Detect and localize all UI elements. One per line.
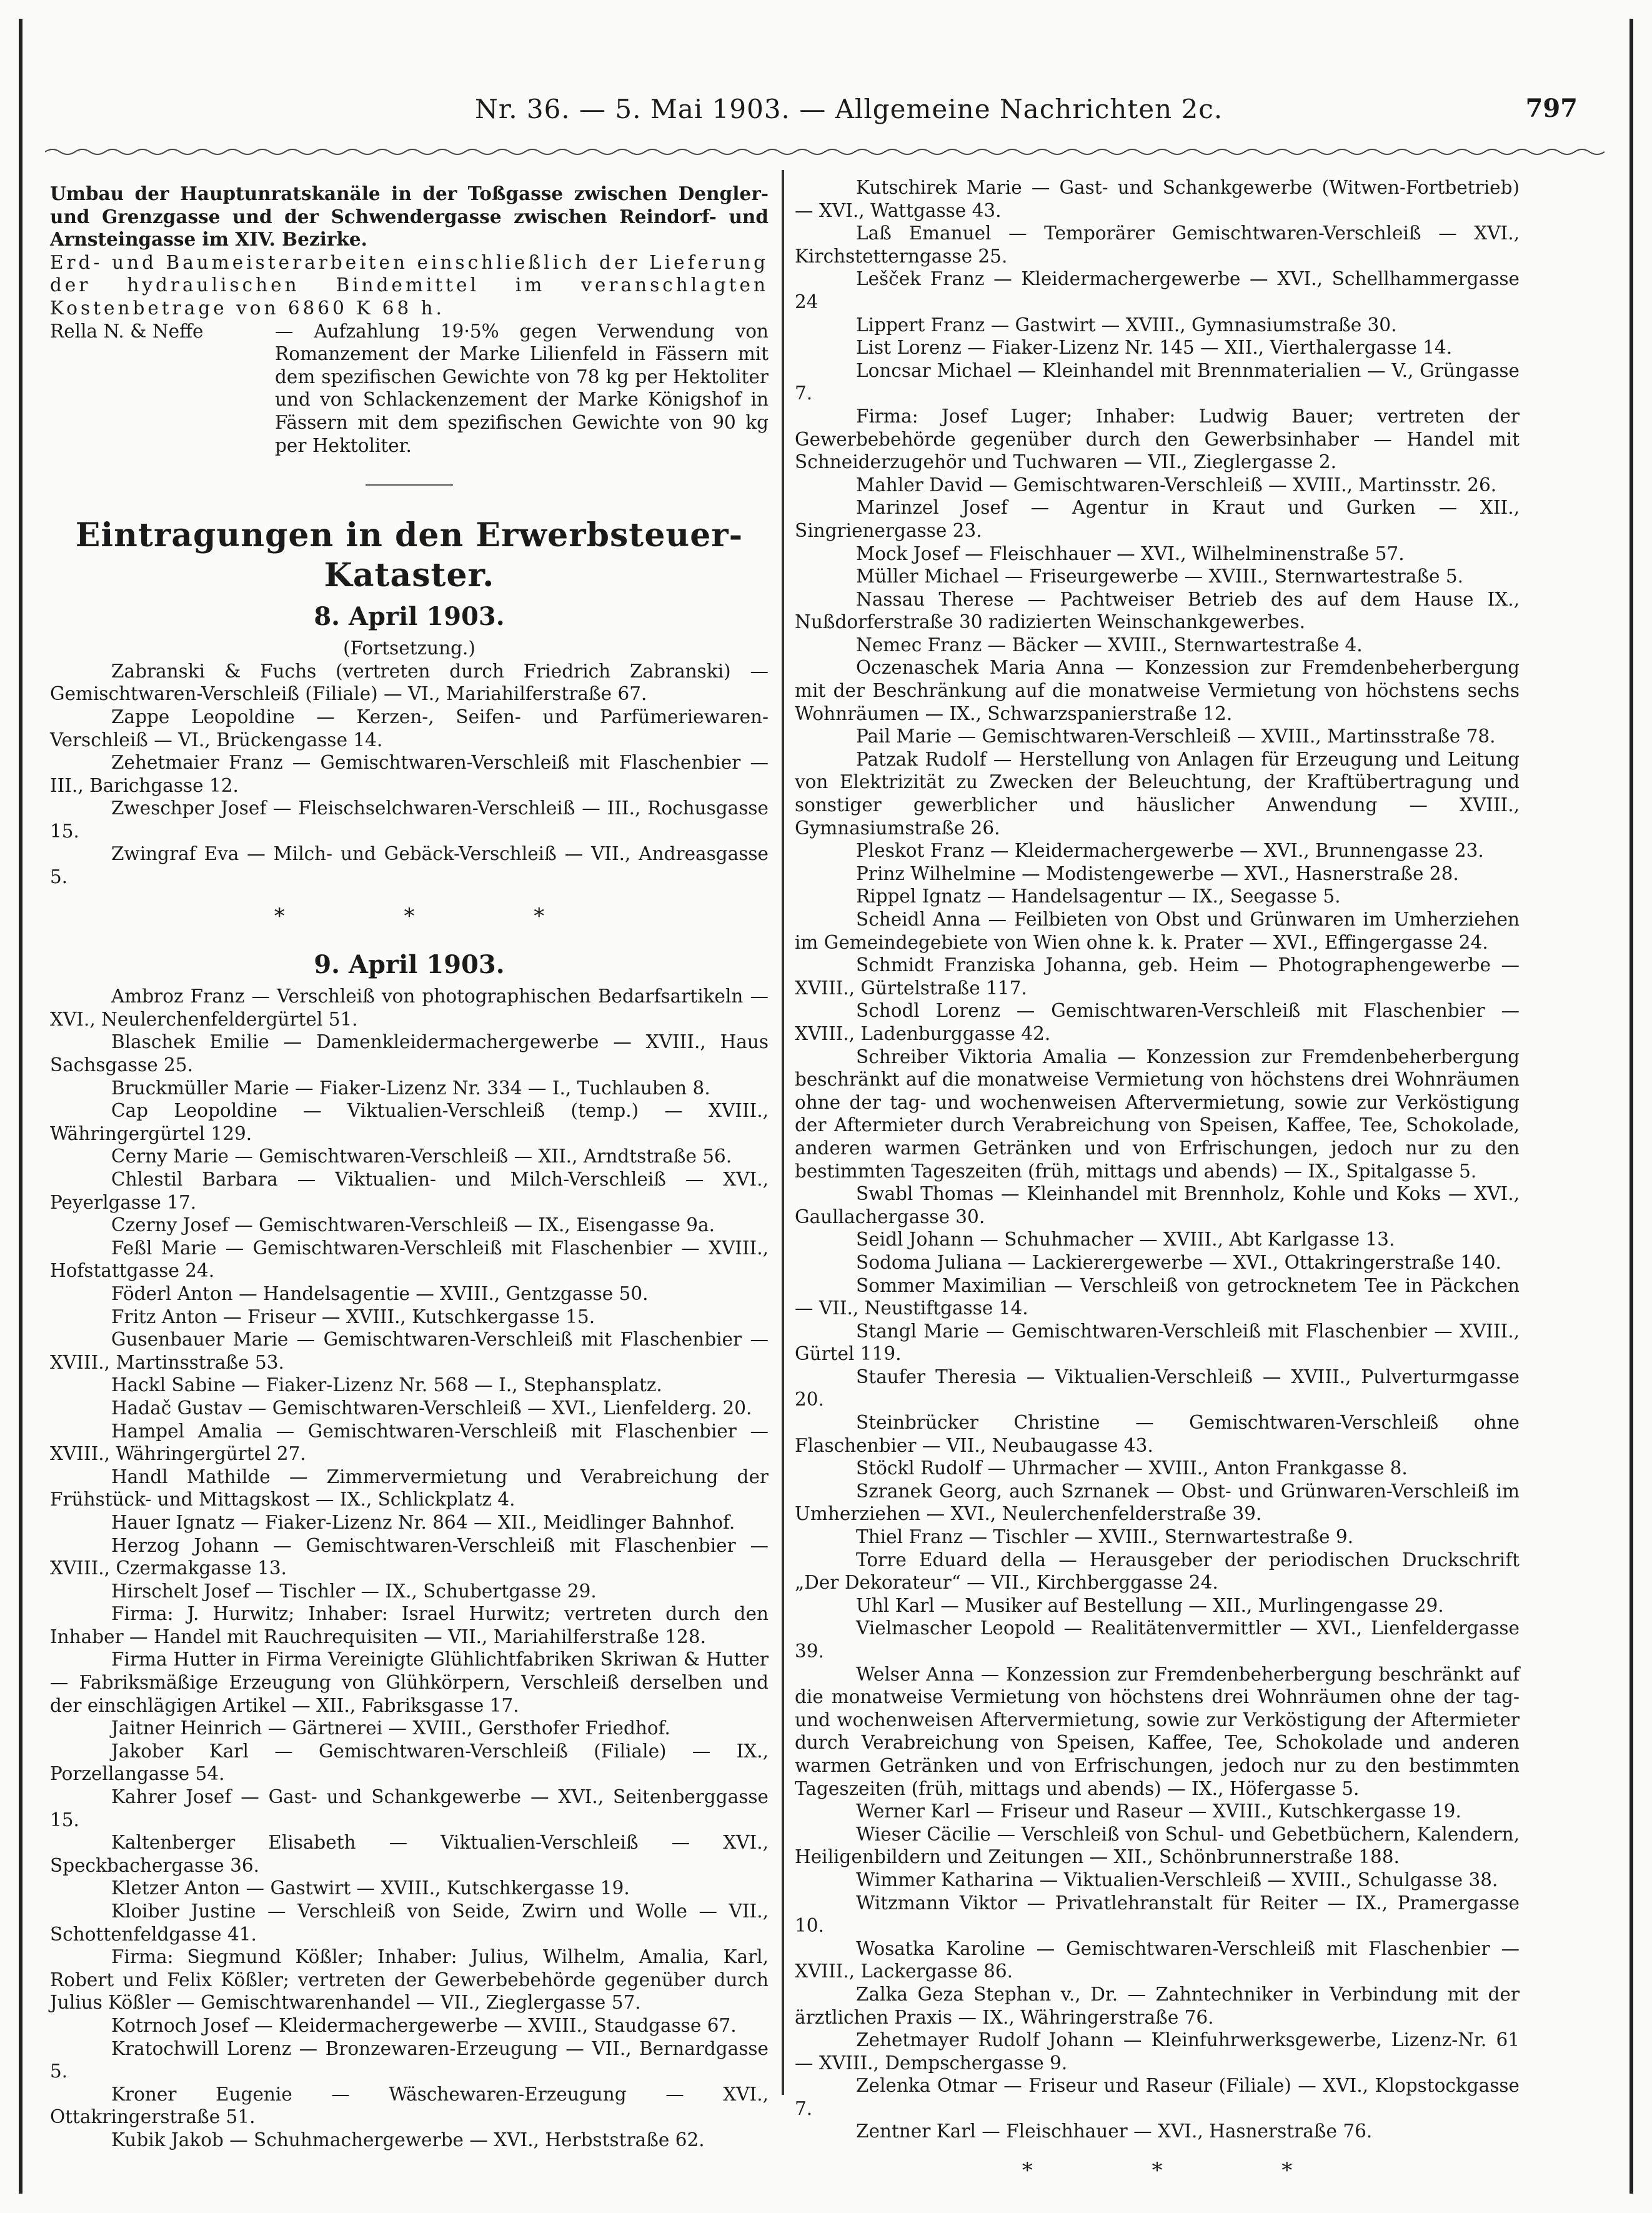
entry-item: Kotrnoch Josef — Kleidermachergewerbe — XVIII., Staudgasse 67.: [111, 2014, 737, 2036]
entry-item: Zweschper Josef — Fleischselchwaren-Verschleiß — III., Rochusgasse 15.: [50, 797, 769, 842]
entry-item: Hackl Sabine — Fiaker-Lizenz Nr. 568 — I., Stephansplatz.: [111, 1374, 662, 1396]
entry-item: Stöckl Rudolf — Uhrmacher — XVIII., Anton Frankgasse 8.: [856, 1457, 1408, 1479]
entry-item: Zehetmayer Rudolf Johann — Kleinfuhrwerksgewerbe, Lizenz-Nr. 61 — XVIII., Dempschergasse 9.: [795, 2029, 1520, 2074]
entry-item: Nassau Therese — Pachtweiser Betrieb des auf dem Hause IX., Nußdorferstraße 30 radizierten Weinschankgewerbes.: [795, 588, 1520, 633]
entry-item: Kahrer Josef — Gast- und Schankgewerbe — XVI., Seitenberggasse 15.: [50, 1786, 769, 1831]
entry-item: Pleskot Franz — Kleidermachergewerbe — XVI., Brunnengasse 23.: [856, 840, 1484, 862]
entry-item: Kubik Jakob — Schuhmachergewerbe — XVI., Herbststraße 62.: [111, 2129, 705, 2151]
entry-item: Firma: Siegmund Kößler; Inhaber: Julius, Wilhelm, Amalia, Karl, Robert und Felix Kößler; vertreten der Gewerbebehörde gegenüber durch Julius Kößler — Gemischtwarenhandel — VII., Zieglergasse 57.: [50, 1946, 769, 2014]
star-separator: * * *: [274, 903, 601, 929]
entry-item: Sommer Maximilian — Verschleiß von getrocknetem Tee in Päckchen — VII., Neustiftgasse 14.: [795, 1274, 1520, 1319]
entry-item: Vielmascher Leopold — Realitätenvermittler — XVI., Lienfeldergasse 39.: [795, 1617, 1520, 1662]
entry-item: Scheidl Anna — Feilbieten von Obst und Grünwaren im Umherziehen im Gemeindegebiete von Wien ohne k. k. Prater — XVI., Effingergasse 24.: [795, 909, 1520, 953]
star-separator-end: * * *: [1022, 2158, 1349, 2184]
entry-item: Nemec Franz — Bäcker — XVIII., Sternwartestraße 4.: [856, 634, 1363, 656]
bid-text: — Aufzahlung 19·5% gegen Verwendung von Romanzement der Marke Lilienfeld in Fässern mit dem spezifischen Gewichte von 78 kg per Hektoliter und von Schlackenzement der Marke Königshof in Fässern mit dem spezifischen Gewichte von 90 kg per Hektoliter.: [275, 320, 769, 456]
bid-firm: Rella N. & Neffe: [50, 320, 204, 342]
entry-item: Welser Anna — Konzession zur Fremdenbeherbergung beschränkt auf die monatweise Vermietung von höchstens drei Wohnräumen ohne der tag- und wochenweisen Aftervermietung, sowie zur Verköstigung der Aftermieter durch Verabreichung von Speisen, Kaffee, Tee, Schokolade und anderen warmen Getränken und von Erfrischungen, jedoch nur zu den bestimmten Tageszeiten (früh, mittags und abends) — IX., Höfergasse 5.: [795, 1663, 1520, 1799]
entry-item: Firma Hutter in Firma Vereinigte Glühlichtfabriken Skriwan & Hutter — Fabriksmäßige Erzeugung von Glühkörpern, Verschleiß derselben und der einschlägigen Artikel — XII., Fabriksgasse 17.: [50, 1649, 769, 1716]
entry-item: Zehetmaier Franz — Gemischtwaren-Verschleiß mit Flaschenbier — III., Barichgasse 12.: [50, 752, 769, 796]
entry-item: Feßl Marie — Gemischtwaren-Verschleiß mit Flaschenbier — XVIII., Hofstattgasse 24.: [50, 1237, 769, 1282]
entry-item: Oczenaschek Maria Anna — Konzession zur Fremdenbeherbergung mit der Beschränkung auf die monatweise Vermietung von höchstens sechs Wohnräumen — IX., Schwarzspanierstraße 12.: [795, 657, 1520, 724]
left-column: [50, 182, 769, 2152]
entry-item: Mock Josef — Fleischhauer — XVI., Wilhelminenstraße 57.: [856, 542, 1405, 564]
entry-item: Torre Eduard della — Herausgeber der periodischen Druckschrift „Der Dekorateur“ — VII., Kirchberggasse 24.: [795, 1549, 1520, 1594]
entry-item: Kroner Eugenie — Wäschewaren-Erzeugung — XVI., Ottakringerstraße 51.: [50, 2083, 769, 2128]
entry-item: Fritz Anton — Friseur — XVIII., Kutschkergasse 15.: [111, 1306, 595, 1327]
entry-item: Handl Mathilde — Zimmervermietung und Verabreichung der Frühstück- und Mittagskost — IX., Schlickplatz 4.: [50, 1466, 769, 1511]
bid-entry: [50, 320, 769, 457]
entries-list-8-april: [50, 660, 769, 889]
entry-item: Stangl Marie — Gemischtwaren-Verschleiß mit Flaschenbier — XVIII., Gürtel 119.: [795, 1320, 1520, 1365]
page-header: [37, 94, 1612, 137]
project-description: Erd- und Baumeisterarbeiten einschließlich der Lieferung der hydraulischen Bindemittel im veranschlagten Kostenbetrage von 6860 K 68 h.: [50, 251, 769, 319]
entries-list-continued: [795, 176, 1520, 2143]
entry-item: Hauer Ignatz — Fiaker-Lizenz Nr. 864 — XII., Meidlinger Bahnhof.: [111, 1511, 735, 1533]
entry-item: Wosatka Karoline — Gemischtwaren-Verschleiß mit Flaschenbier — XVIII., Lackergasse 86.: [795, 1937, 1520, 1982]
entry-item: Jakober Karl — Gemischtwaren-Verschleiß (Filiale) — IX., Porzellangasse 54.: [50, 1740, 769, 1785]
entry-item: Zalka Geza Stephan v., Dr. — Zahntechniker in Verbindung mit der ärztlichen Praxis — IX., Währingerstraße 76.: [795, 1983, 1520, 2028]
entry-item: Kutschirek Marie — Gast- und Schankgewerbe (Witwen-Fortbetrieb) — XVI., Wattgasse 43.: [795, 177, 1520, 221]
section-heading: Eintragungen in den Erwerbsteuer-Kataster.: [75, 516, 744, 595]
project-title: Umbau der Hauptunratskanäle in der Toßgasse zwischen Dengler- und Grenzgasse und der Schwendergasse zwischen Reindorf- und Arnsteingasse im XIV. Bezirke.: [50, 182, 769, 251]
entry-item: Firma: Josef Luger; Inhaber: Ludwig Bauer; vertreten der Gewerbebehörde gegenüber durch den Gewerbsinhaber — Handel mit Schneiderzugehör und Tuchwaren — VII., Zieglergasse 2.: [795, 405, 1520, 473]
entry-item: Lippert Franz — Gastwirt — XVIII., Gymnasiumstraße 30.: [856, 314, 1397, 336]
entry-item: Zabranski & Fuchs (vertreten durch Friedrich Zabranski) — Gemischtwaren-Verschleiß (Filiale) — VI., Mariahilferstraße 67.: [50, 660, 769, 705]
entry-item: Föderl Anton — Handelsagentie — XVIII., Gentzgasse 50.: [111, 1282, 649, 1304]
entry-item: Hampel Amalia — Gemischtwaren-Verschleiß mit Flaschenbier — XVIII., Währingergürtel 27.: [50, 1420, 769, 1465]
entry-item: Herzog Johann — Gemischtwaren-Verschleiß mit Flaschenbier — XVIII., Czermakgasse 13.: [50, 1534, 769, 1579]
entry-item: Wieser Cäcilie — Verschleiß von Schul- und Gebetbüchern, Kalendern, Heiligenbildern und Zeitungen — XII., Schönbrunnerstraße 188.: [795, 1823, 1520, 1868]
header-title: Nr. 36. — 5. Mai 1903. — Allgemeine Nachrichten 2c.: [475, 94, 1223, 124]
entry-item: Uhl Karl — Musiker auf Bestellung — XII., Murlingengasse 29.: [856, 1594, 1444, 1616]
entry-item: Kletzer Anton — Gastwirt — XVIII., Kutschkergasse 19.: [111, 1877, 630, 1899]
date-heading-1: 8. April 1903.: [314, 602, 505, 632]
entry-item: Zelenka Otmar — Friseur und Raseur (Filiale) — XVI., Klopstockgasse 7.: [795, 2075, 1520, 2119]
entry-item: Jaitner Heinrich — Gärtnerei — XVIII., Gersthofer Friedhof.: [111, 1717, 670, 1739]
entry-item: Cap Leopoldine — Viktualien-Verschleiß (temp.) — XVIII., Währingergürtel 129.: [50, 1100, 769, 1144]
header-rule: [45, 147, 1607, 157]
column-divider: [782, 170, 784, 2095]
entry-item: Loncsar Michael — Kleinhandel mit Brennmaterialien — V., Grüngasse 7.: [795, 359, 1520, 404]
entry-item: Kratochwill Lorenz — Bronzewaren-Erzeugung — VII., Bernardgasse 5.: [50, 2037, 769, 2082]
entry-item: Laß Emanuel — Temporärer Gemischtwaren-Verschleiß — XVI., Kirchstetterngasse 25.: [795, 222, 1520, 267]
entry-item: Prinz Wilhelmine — Modistengewerbe — XVI., Hasnerstraße 28.: [856, 862, 1459, 884]
entry-item: Kloiber Justine — Verschleiß von Seide, Zwirn und Wolle — VII., Schottenfeldgasse 41.: [50, 1901, 769, 1945]
entry-item: Werner Karl — Friseur und Raseur — XVIII., Kutschkergasse 19.: [856, 1801, 1461, 1822]
entry-item: Schodl Lorenz — Gemischtwaren-Verschleiß mit Flaschenbier — XVIII., Ladenburggasse 42.: [795, 1000, 1520, 1044]
page-number: 797: [1525, 94, 1578, 123]
entry-item: Chlestil Barbara — Viktualien- und Milch-Verschleiß — XVI., Peyerlgasse 17.: [50, 1169, 769, 1213]
continuation-note: (Fortsetzung.): [343, 637, 475, 659]
entry-item: Czerny Josef — Gemischtwaren-Verschleiß — IX., Eisengasse 9a.: [111, 1214, 715, 1236]
entry-item: Schmidt Franziska Johanna, geb. Heim — Photographengewerbe — XVIII., Gürtelstraße 117.: [795, 954, 1520, 999]
entry-item: Mahler David — Gemischtwaren-Verschleiß — XVIII., Martinsstr. 26.: [856, 474, 1497, 496]
entry-item: Swabl Thomas — Kleinhandel mit Brennholz, Kohle und Koks — XVI., Gaullachergasse 30.: [795, 1183, 1520, 1227]
entry-item: Hadač Gustav — Gemischtwaren-Verschleiß — XVI., Lienfelderg. 20.: [111, 1397, 752, 1419]
entry-item: Zentner Karl — Fleischhauer — XVI., Hasnerstraße 76.: [856, 2121, 1373, 2142]
entry-item: Pail Marie — Gemischtwaren-Verschleiß — XVIII., Martinsstraße 78.: [856, 726, 1496, 747]
entry-item: Zappe Leopoldine — Kerzen-, Seifen- und Parfümeriewaren-Verschleiß — VI., Brückengasse 14.: [50, 706, 769, 751]
entry-item: Seidl Johann — Schuhmacher — XVIII., Abt Karlgasse 13.: [856, 1229, 1395, 1251]
entry-item: Zwingraf Eva — Milch- und Gebäck-Verschleiß — VII., Andreasgasse 5.: [50, 843, 769, 888]
entry-item: Blaschek Emilie — Damenkleidermachergewerbe — XVIII., Haus Sachsgasse 25.: [50, 1031, 769, 1076]
entry-item: Witzmann Viktor — Privatlehranstalt für Reiter — IX., Pramergasse 10.: [795, 1892, 1520, 1937]
entry-item: Steinbrücker Christine — Gemischtwaren-Verschleiß ohne Flaschenbier — VII., Neubaugasse 43.: [795, 1412, 1520, 1456]
entry-item: Szranek Georg, auch Szrnanek — Obst- und Grünwaren-Verschleiß im Umherziehen — XVI., Neulerchenfelderstraße 39.: [795, 1480, 1520, 1525]
entry-item: Patzak Rudolf — Herstellung von Anlagen für Erzeugung und Leitung von Elektrizität zu Zwecken der Beleuchtung, der Kraftübertragung und sonstiger gewerblicher und häuslicher Anwendung — XVIII., Gymnasiumstraße 26.: [795, 748, 1520, 839]
entry-item: Ambroz Franz — Verschleiß von photographischen Bedarfsartikeln — XVI., Neulerchenfeldergürtel 51.: [50, 986, 769, 1030]
entry-item: Rippel Ignatz — Handelsagentur — IX., Seegasse 5.: [856, 886, 1341, 907]
entry-item: Cerny Marie — Gemischtwaren-Verschleiß — XII., Arndtstraße 56.: [111, 1146, 732, 1167]
page-border-left: [19, 19, 22, 2194]
entry-item: Hirschelt Josef — Tischler — IX., Schubertgasse 29.: [111, 1580, 597, 1602]
entry-item: Thiel Franz — Tischler — XVIII., Sternwartestraße 9.: [856, 1526, 1353, 1548]
entry-item: List Lorenz — Fiaker-Lizenz Nr. 145 — XII., Vierthalergasse 14.: [856, 337, 1453, 359]
entry-item: Lešček Franz — Kleidermachergewerbe — XVI., Schellhammergasse 24: [795, 268, 1520, 312]
entries-list-9-april: [50, 985, 769, 2151]
entry-item: Gusenbauer Marie — Gemischtwaren-Verschleiß mit Flaschenbier — XVIII., Martinsstraße 53.: [50, 1329, 769, 1373]
section-separator: [366, 484, 453, 486]
page-border-right: [1630, 19, 1633, 2194]
right-column: [795, 176, 1520, 2204]
entry-item: Kaltenberger Elisabeth — Viktualien-Verschleiß — XVI., Speckbachergasse 36.: [50, 1832, 769, 1876]
entry-item: Marinzel Josef — Agentur in Kraut und Gurken — XII., Singrienergasse 23.: [795, 497, 1520, 541]
entry-item: Staufer Theresia — Viktualien-Verschleiß — XVIII., Pulverturmgasse 20.: [795, 1366, 1520, 1411]
date-heading-2: 9. April 1903.: [314, 950, 505, 980]
entry-item: Schreiber Viktoria Amalia — Konzession zur Fremdenbeherbergung beschränkt auf die monatweise Vermietung von höchstens drei Wohnräumen ohne der tag- und wochenweisen Aftervermietung, sowie zur Verköstigung der Aftermieter durch Verabreichung von Speisen, Kaffee, Tee, Schokolade, anderen warmen Getränken und von Erfrischungen, jedoch nur zu den bestimmten Tageszeiten (früh, mittags und abends) — IX., Spitalgasse 5.: [795, 1046, 1520, 1182]
entry-item: Müller Michael — Friseurgewerbe — XVIII., Sternwartestraße 5.: [856, 566, 1464, 587]
entry-item: Bruckmüller Marie — Fiaker-Lizenz Nr. 334 — I., Tuchlauben 8.: [111, 1077, 710, 1099]
entry-item: Sodoma Juliana — Lackierergewerbe — XVI., Ottakringerstraße 140.: [856, 1251, 1501, 1273]
entry-item: Wimmer Katharina — Viktualien-Verschleiß — XVIII., Schulgasse 38.: [856, 1869, 1498, 1891]
entry-item: Firma: J. Hurwitz; Inhaber: Israel Hurwitz; vertreten durch den Inhaber — Handel mit Rauchrequisiten — VII., Mariahilferstraße 128.: [50, 1603, 769, 1647]
